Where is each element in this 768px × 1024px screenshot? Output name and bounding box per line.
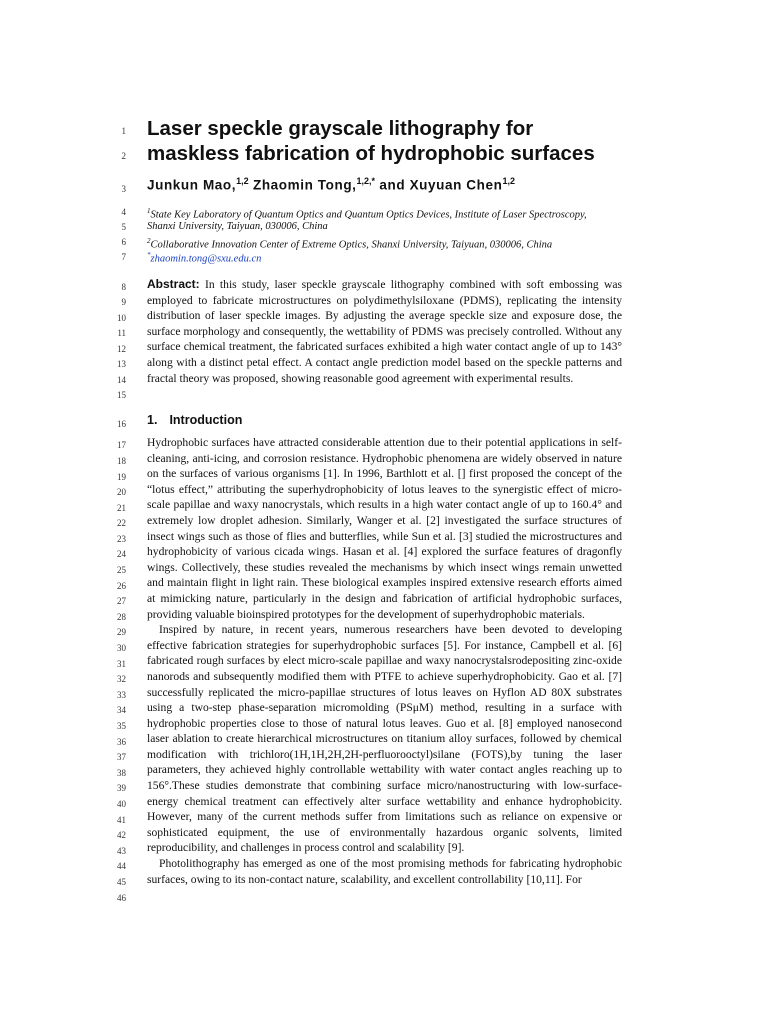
line-number: 18 xyxy=(117,456,126,466)
author-list xyxy=(147,176,747,193)
line-number: 19 xyxy=(117,472,126,482)
line-number: 25 xyxy=(117,565,126,575)
title-line: maskless fabrication of hydrophobic surfaces xyxy=(147,142,595,165)
line-number: 8 xyxy=(121,282,126,292)
line-number: 13 xyxy=(117,359,126,369)
line-number: 30 xyxy=(117,643,126,653)
author-affil-sup: 1,2,* xyxy=(356,176,376,186)
title-line: Laser speckle grayscale lithography for xyxy=(147,117,534,140)
author-affil-sup: 1,2 xyxy=(236,176,249,186)
line-number: 39 xyxy=(117,783,126,793)
line-number: 28 xyxy=(117,612,126,622)
line-number: 22 xyxy=(117,518,126,528)
line-number: 23 xyxy=(117,534,126,544)
line-number: 45 xyxy=(117,877,126,887)
line-number: 7 xyxy=(121,252,126,262)
line-number: 12 xyxy=(117,344,126,354)
section-title: Introduction xyxy=(169,413,243,427)
line-number: 27 xyxy=(117,596,126,606)
abstract-text: In this study, laser speckle grayscale lithography combined with soft embossing was employed to fabricate microstructures on polydimethylsiloxane (PDMS), replicating the intensity distribution of laser speckle images. By adjusting the average speckle size and exposure dose, the surface morphology and consequently, the wettability of PDMS was precisely controlled. Without any surface chemical treatment, the fabricated surfaces exhibited a high water contact angle of up to 143° along with a distinct petal effect. A contact angle prediction model based on the speckle patterns and fractal theory was proposed, showing reasonable good agreement with experimental results. xyxy=(147,278,623,385)
author-name: Junkun Mao, xyxy=(147,177,237,193)
paper-title xyxy=(147,116,747,166)
section-heading xyxy=(147,413,242,427)
affil-sup: 1 xyxy=(147,207,151,215)
line-number: 5 xyxy=(121,222,126,232)
line-number: 32 xyxy=(117,674,126,684)
line-number: 20 xyxy=(117,487,126,497)
line-number: 4 xyxy=(121,207,126,217)
author-name: Zhaomin Tong, xyxy=(252,177,357,193)
affiliation-1-cont xyxy=(147,219,747,234)
line-number: 33 xyxy=(117,690,126,700)
author-name: Xuyuan Chen xyxy=(409,177,503,193)
affil-sup: 2 xyxy=(147,237,151,245)
line-number: 35 xyxy=(117,721,126,731)
line-number: 26 xyxy=(117,581,126,591)
affil-text: Shanxi University, Taiyuan, 030006, China xyxy=(147,221,328,232)
abstract-label: Abstract: xyxy=(147,277,200,291)
affil-text: State Key Laboratory of Quantum Optics and Quantum Optics Devices, Institute of Laser Spectroscopy, xyxy=(150,209,587,221)
email-sup: * xyxy=(147,251,151,259)
line-number: 44 xyxy=(117,861,126,871)
line-number: 42 xyxy=(117,830,126,840)
corresponding-email xyxy=(147,248,747,267)
line-number: 21 xyxy=(117,503,126,513)
paragraph: Photolithography has emerged as one of the most promising methods for fabricating hydrophobic surfaces, owing to its non-contact nature, scalability, and excellent controllability [10,11]. For xyxy=(147,857,622,886)
line-number: 10 xyxy=(117,313,126,323)
line-number: 29 xyxy=(117,627,126,637)
line-number: 6 xyxy=(121,237,126,247)
line-number: 36 xyxy=(117,737,126,747)
author-affil-sup: 1,2 xyxy=(502,176,515,186)
line-number: 14 xyxy=(117,375,126,385)
line-number: 37 xyxy=(117,752,126,762)
line-number: 11 xyxy=(117,328,126,338)
introduction-body xyxy=(147,435,622,887)
line-number: 40 xyxy=(117,799,126,809)
affil-text: Collaborative Innovation Center of Extreme Optics, Shanxi University, Taiyuan, 030006, China xyxy=(150,239,553,251)
line-number: 24 xyxy=(117,549,126,559)
line-number: 15 xyxy=(117,390,126,400)
line-number: 31 xyxy=(117,659,126,669)
line-number: 43 xyxy=(117,846,126,856)
abstract xyxy=(147,277,622,386)
paragraph: Hydrophobic surfaces have attracted considerable attention due to their potential applications in self-cleaning, anti-icing, and corrosion resistance. Hydrophobic phenomena are widely observed in nature on the surfaces of various organisms [1]. In 1996, Barthlott et al. [] first proposed the concept of the “lotus effect,” attributing the superhydrophobicity of lotus leaves to the synergistic effect of micro-scale papillae and waxy nanocrystals, which results in a high water contact angle of up to 160.4° and extremely low droplet adhesion. Similarly, Wanger et al. [2] investigated the surface structures of insect wings such as those of flies and butterflies, while Sun et al. [3] studied the microstructures and hydrophobicity of various cicada wings. Hasan et al. [4] explored the surface features of dragonfly wings. Collectively, these studies revealed the mechanisms by which insect wings remain unwetted and maintain flight in light rain. These biological examples inspired extensive research efforts aimed at mimicking nature, particularly in the design and fabrication of artificial hydrophobic surfaces, providing valuable bioinspired prototypes for the development of superhydrophobic materials. xyxy=(147,436,622,621)
line-number: 38 xyxy=(117,768,126,778)
line-number: 16 xyxy=(117,419,126,429)
line-number: 17 xyxy=(117,440,126,450)
line-number: 9 xyxy=(121,297,126,307)
author-conjunction: and xyxy=(379,177,406,193)
section-number: 1. xyxy=(147,413,158,427)
line-number: 2 xyxy=(121,151,126,161)
paragraph: Inspired by nature, in recent years, numerous researchers have been devoted to developing effective fabrication strategies for superhydrophobic surfaces [5]. For instance, Campbell et al. [6] fabricated rough surfaces by elect micro-scale papillae and waxy nanocrystalsrodepositing zinc-oxide nanorods and subsequently modified them with PTFE to achieve superhydrophobicity. Gao et al. [7] successfully replicated the micro-papillae structures of lotus leaves on Hyflon AD 80X substrates using a two-step phase-separation micromolding (PSμM) method, resulting in a surface with hydrophobic properties close to those of natural lotus leaves. Guo et al. [8] employed nanosecond laser ablation to create hierarchical microstructures on titanium alloy surfaces, followed by chemical modification with trichloro(1H,1H,2H,2H-perfluorooctyl)silane (FOTS),by tuning the laser parameters, they achieved highly controllable wettability with water contact angles reaching up to 156°.These studies demonstrate that combining surface micro/nanostructuring with low-surface-energy chemical treatment can effectively alter surface wettability and enhance hydrophobicity. However, many of the current methods suffer from limitations such as reliance on expensive or sophisticated equipment, the use of environmentally hazardous organic solvents, limited reproducibility, and challenges in process control and scalability [9]. xyxy=(147,623,622,855)
email-link[interactable]: zhaomin.tong@sxu.edu.cn xyxy=(150,253,262,265)
line-number: 41 xyxy=(117,815,126,825)
line-number: 3 xyxy=(121,184,126,194)
line-number: 46 xyxy=(117,893,126,903)
line-number: 34 xyxy=(117,705,126,715)
line-number: 1 xyxy=(121,126,126,136)
